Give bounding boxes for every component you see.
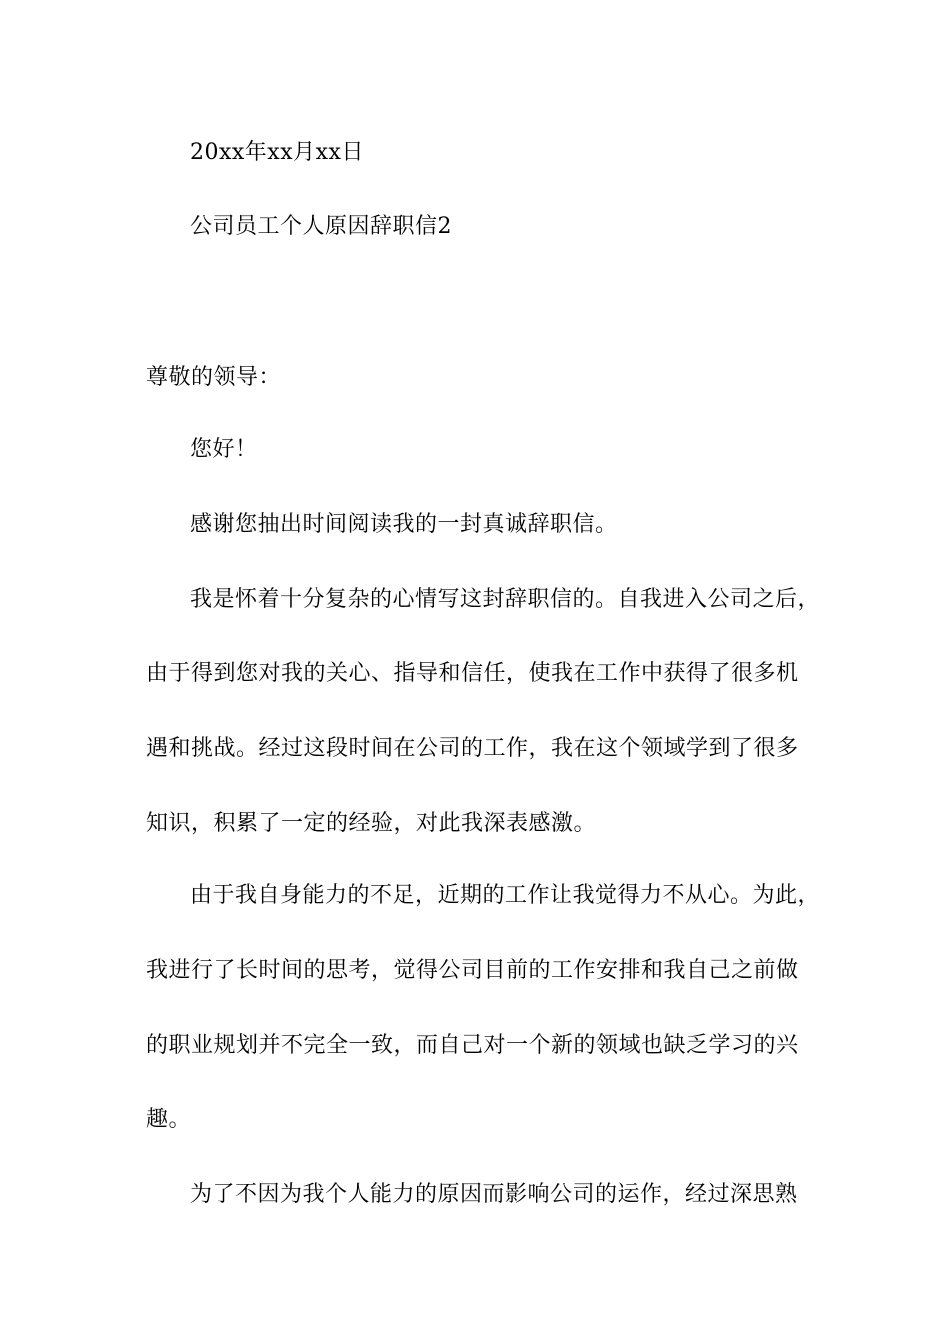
- paragraph-line: 我是怀着十分复杂的心情写这封辞职信的。自我进入公司之后，: [190, 587, 821, 612]
- letter-date: 20xx年xx月xx日: [190, 140, 364, 165]
- letter-title: 公司员工个人原因辞职信2: [190, 214, 452, 239]
- paragraph-line: 由于我自身能力的不足，近期的工作让我觉得力不从心。为此，: [190, 883, 821, 908]
- paragraph-line: 的职业规划并不完全一致，而自己对一个新的领域也缺乏学习的兴: [146, 1033, 799, 1058]
- salutation: 尊敬的领导：: [146, 365, 282, 390]
- paragraph-line: 由于得到您对我的关心、指导和信任，使我在工作中获得了很多机: [146, 661, 799, 686]
- paragraph-line: 知识，积累了一定的经验，对此我深表感激。: [146, 811, 597, 836]
- greeting: 您好！: [190, 437, 258, 462]
- paragraph-line: 为了不因为我个人能力的原因而影响公司的运作，经过深思熟: [190, 1182, 798, 1207]
- paragraph-line: 我进行了长时间的思考，觉得公司目前的工作安排和我自己之前做: [146, 958, 799, 983]
- paragraph-line: 感谢您抽出时间阅读我的一封真诚辞职信。: [190, 512, 618, 537]
- paragraph-line: 趣。: [146, 1107, 192, 1132]
- paragraph-line: 遇和挑战。经过这段时间在公司的工作，我在这个领域学到了很多: [146, 736, 799, 761]
